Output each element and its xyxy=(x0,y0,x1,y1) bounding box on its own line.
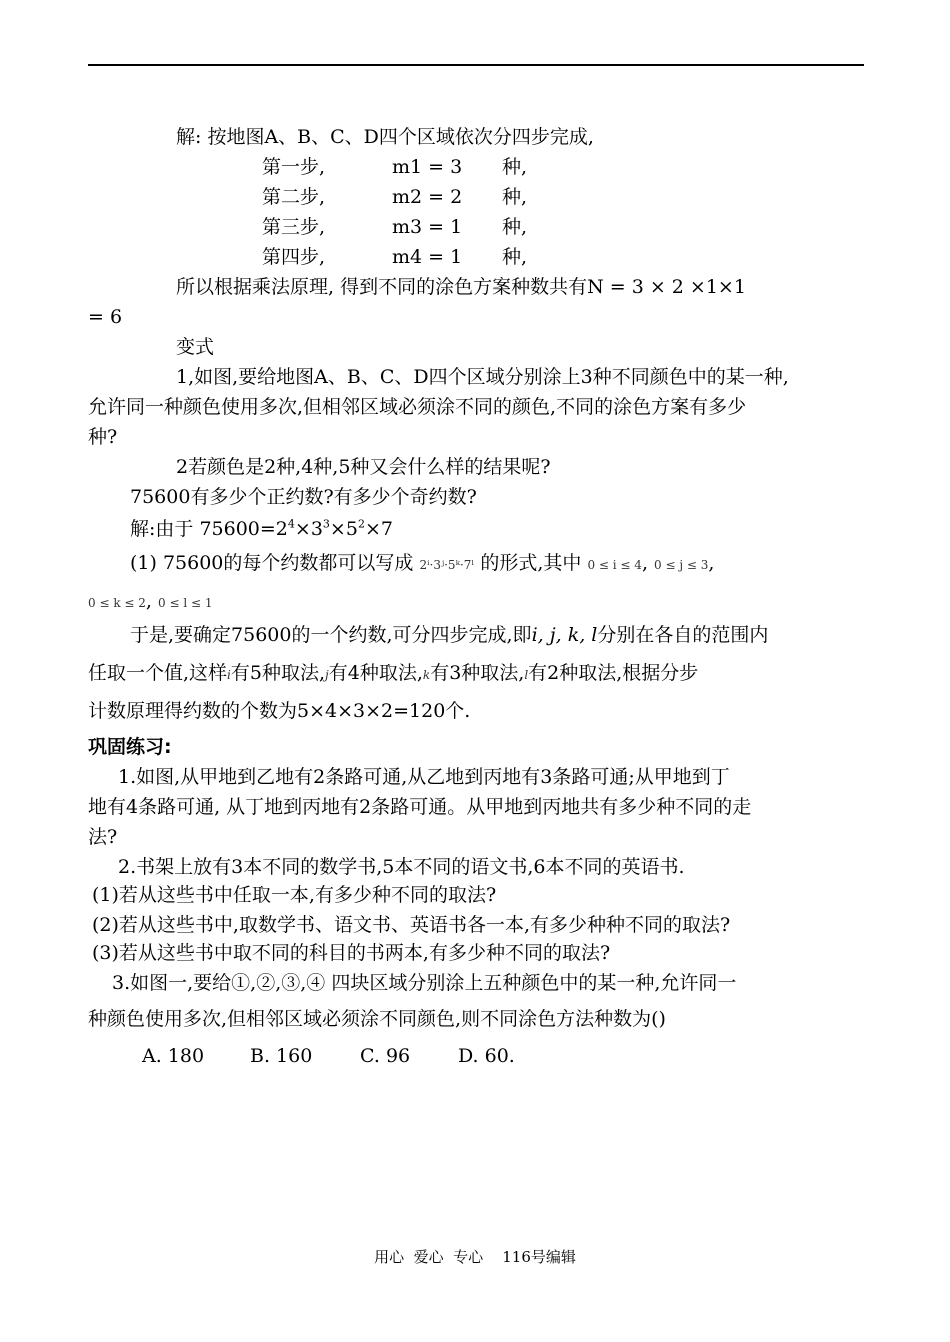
step-2-label: 第二步, xyxy=(262,186,326,208)
variant-heading: 变式 xyxy=(176,336,215,358)
range-k: 0 ≤ k ≤ 2 xyxy=(88,596,146,610)
step-2-unit: 种, xyxy=(502,186,528,208)
step-4-unit: 种, xyxy=(502,246,528,268)
variant-q1-line-1: 1,如图,要给地图A、B、C、D四个区域分别涂上3种不同颜色中的某一种, xyxy=(176,366,789,388)
page-footer: 用心 爱心 专心 116号编辑 xyxy=(374,1248,576,1266)
step-1-expr: m1 = 3 xyxy=(392,156,463,178)
step-4-expr: m4 = 1 xyxy=(392,246,463,268)
exponent-5: 2 xyxy=(357,517,365,531)
var-k: k xyxy=(422,668,431,682)
header-rule xyxy=(88,64,864,66)
practice-q2-sub-3: (3)若从这些书中取不同的科目的书两本,有多少种不同的取法? xyxy=(92,942,611,964)
solution-intro: 解: 按地图A、B、C、D四个区域依次分四步完成, xyxy=(176,126,594,148)
factor-7: ×7 xyxy=(364,518,393,540)
variant-q2: 2若颜色是2种,4种,5种又会什么样的结果呢? xyxy=(176,456,551,478)
part-3-text-d: 有3种取法, xyxy=(430,662,525,684)
conclusion-line-2: = 6 xyxy=(88,306,123,328)
step-1-unit: 种, xyxy=(502,156,528,178)
factor-5: ×5 xyxy=(329,518,358,540)
part-2-vars: i, j, k, l xyxy=(531,624,598,646)
part-3-text-b: 有5种取法, xyxy=(230,662,326,684)
divisor-part-1-line-2: 0 ≤ k ≤ 2, 0 ≤ l ≤ 1 xyxy=(88,590,213,612)
practice-q1-line-2: 地有4条路可通, 从丁地到丙地有2条路可通。从甲地到丙地共有多少种不同的走 xyxy=(88,796,752,818)
var-i: i xyxy=(227,668,231,682)
option-a: A. 180 xyxy=(142,1045,205,1067)
option-d: D. 60. xyxy=(458,1045,515,1067)
range-j: 0 ≤ j ≤ 3 xyxy=(654,558,709,572)
step-1-label: 第一步, xyxy=(262,156,326,178)
exponent-2: 4 xyxy=(287,517,295,531)
practice-q2-sub-1: (1)若从这些书中任取一本,有多少种不同的取法? xyxy=(92,884,497,906)
part-2-text-a: 于是,要确定75600的一个约数,可分四步完成,即 xyxy=(130,624,532,646)
divisor-question: 75600有多少个正约数?有多少个奇约数? xyxy=(130,486,477,508)
step-2-expr: m2 = 2 xyxy=(392,186,463,208)
divisor-form-formula: 2ⁱ·3ʲ·5ᵏ·7ˡ xyxy=(419,558,475,572)
step-4-label: 第四步, xyxy=(262,246,326,268)
practice-q3-line-2: 种颜色使用多次,但相邻区域必须涂不同颜色,则不同涂色方法种数为() xyxy=(88,1008,666,1030)
option-c: C. 96 xyxy=(360,1045,411,1067)
practice-heading: 巩固练习: xyxy=(88,736,172,758)
practice-q1-line-3: 法? xyxy=(88,826,118,848)
divisor-part-1-line-1: (1) 75600的每个约数都可以写成 2ⁱ·3ʲ·5ᵏ·7ˡ 的形式,其中 0 ≤ i ≤ 4, 0 ≤ j ≤ 3, xyxy=(130,552,715,574)
factorization-prefix: 解:由于 75600=2 xyxy=(130,518,288,540)
practice-q3-line-1: 3.如图一,要给①,②,③,④ 四块区域分别涂上五种颜色中的某一种,允许同一 xyxy=(112,972,737,994)
conclusion-line-1: 所以根据乘法原理, 得到不同的涂色方案种数共有N = 3 × 2 ×1×1 xyxy=(176,276,746,298)
factor-3: ×3 xyxy=(294,518,323,540)
practice-q2: 2.书架上放有3本不同的数学书,5本不同的语文书,6本不同的英语书. xyxy=(118,856,685,878)
part-1-text-b: 的形式,其中 xyxy=(480,552,582,574)
range-i: 0 ≤ i ≤ 4 xyxy=(587,558,642,572)
option-b: B. 160 xyxy=(250,1045,313,1067)
practice-q2-sub-2: (2)若从这些书中,取数学书、语文书、英语书各一本,有多少种种不同的取法? xyxy=(92,914,731,936)
part-3-text-e: 有2种取法,根据分步 xyxy=(528,662,699,684)
variant-q1-line-3: 种? xyxy=(88,426,118,448)
variant-q1-line-2: 允许同一种颜色使用多次,但相邻区域必须涂不同的颜色,不同的涂色方案有多少 xyxy=(88,396,747,418)
part-1-text-a: (1) 75600的每个约数都可以写成 xyxy=(130,552,414,574)
step-3-unit: 种, xyxy=(502,216,528,238)
divisor-part-2-line-1 xyxy=(130,622,768,648)
divisor-factorization xyxy=(130,516,393,542)
divisor-part-2-line-2 xyxy=(88,660,698,688)
range-l: 0 ≤ l ≤ 1 xyxy=(158,596,213,610)
divisor-part-2-line-3: 计数原理得约数的个数为5×4×3×2=120个. xyxy=(88,700,471,722)
practice-q1-line-1: 1.如图,从甲地到乙地有2条路可通,从乙地到丙地有3条路可通;从甲地到丁 xyxy=(118,766,730,788)
var-j: j xyxy=(325,668,329,682)
part-3-text-a: 任取一个值,这样 xyxy=(88,662,228,684)
part-2-text-b: 分别在各自的范围内 xyxy=(597,624,769,646)
var-l: l xyxy=(524,668,529,682)
step-3-expr: m3 = 1 xyxy=(392,216,463,238)
exponent-3: 3 xyxy=(322,517,330,531)
part-3-text-c: 有4种取法, xyxy=(328,662,423,684)
step-3-label: 第三步, xyxy=(262,216,326,238)
